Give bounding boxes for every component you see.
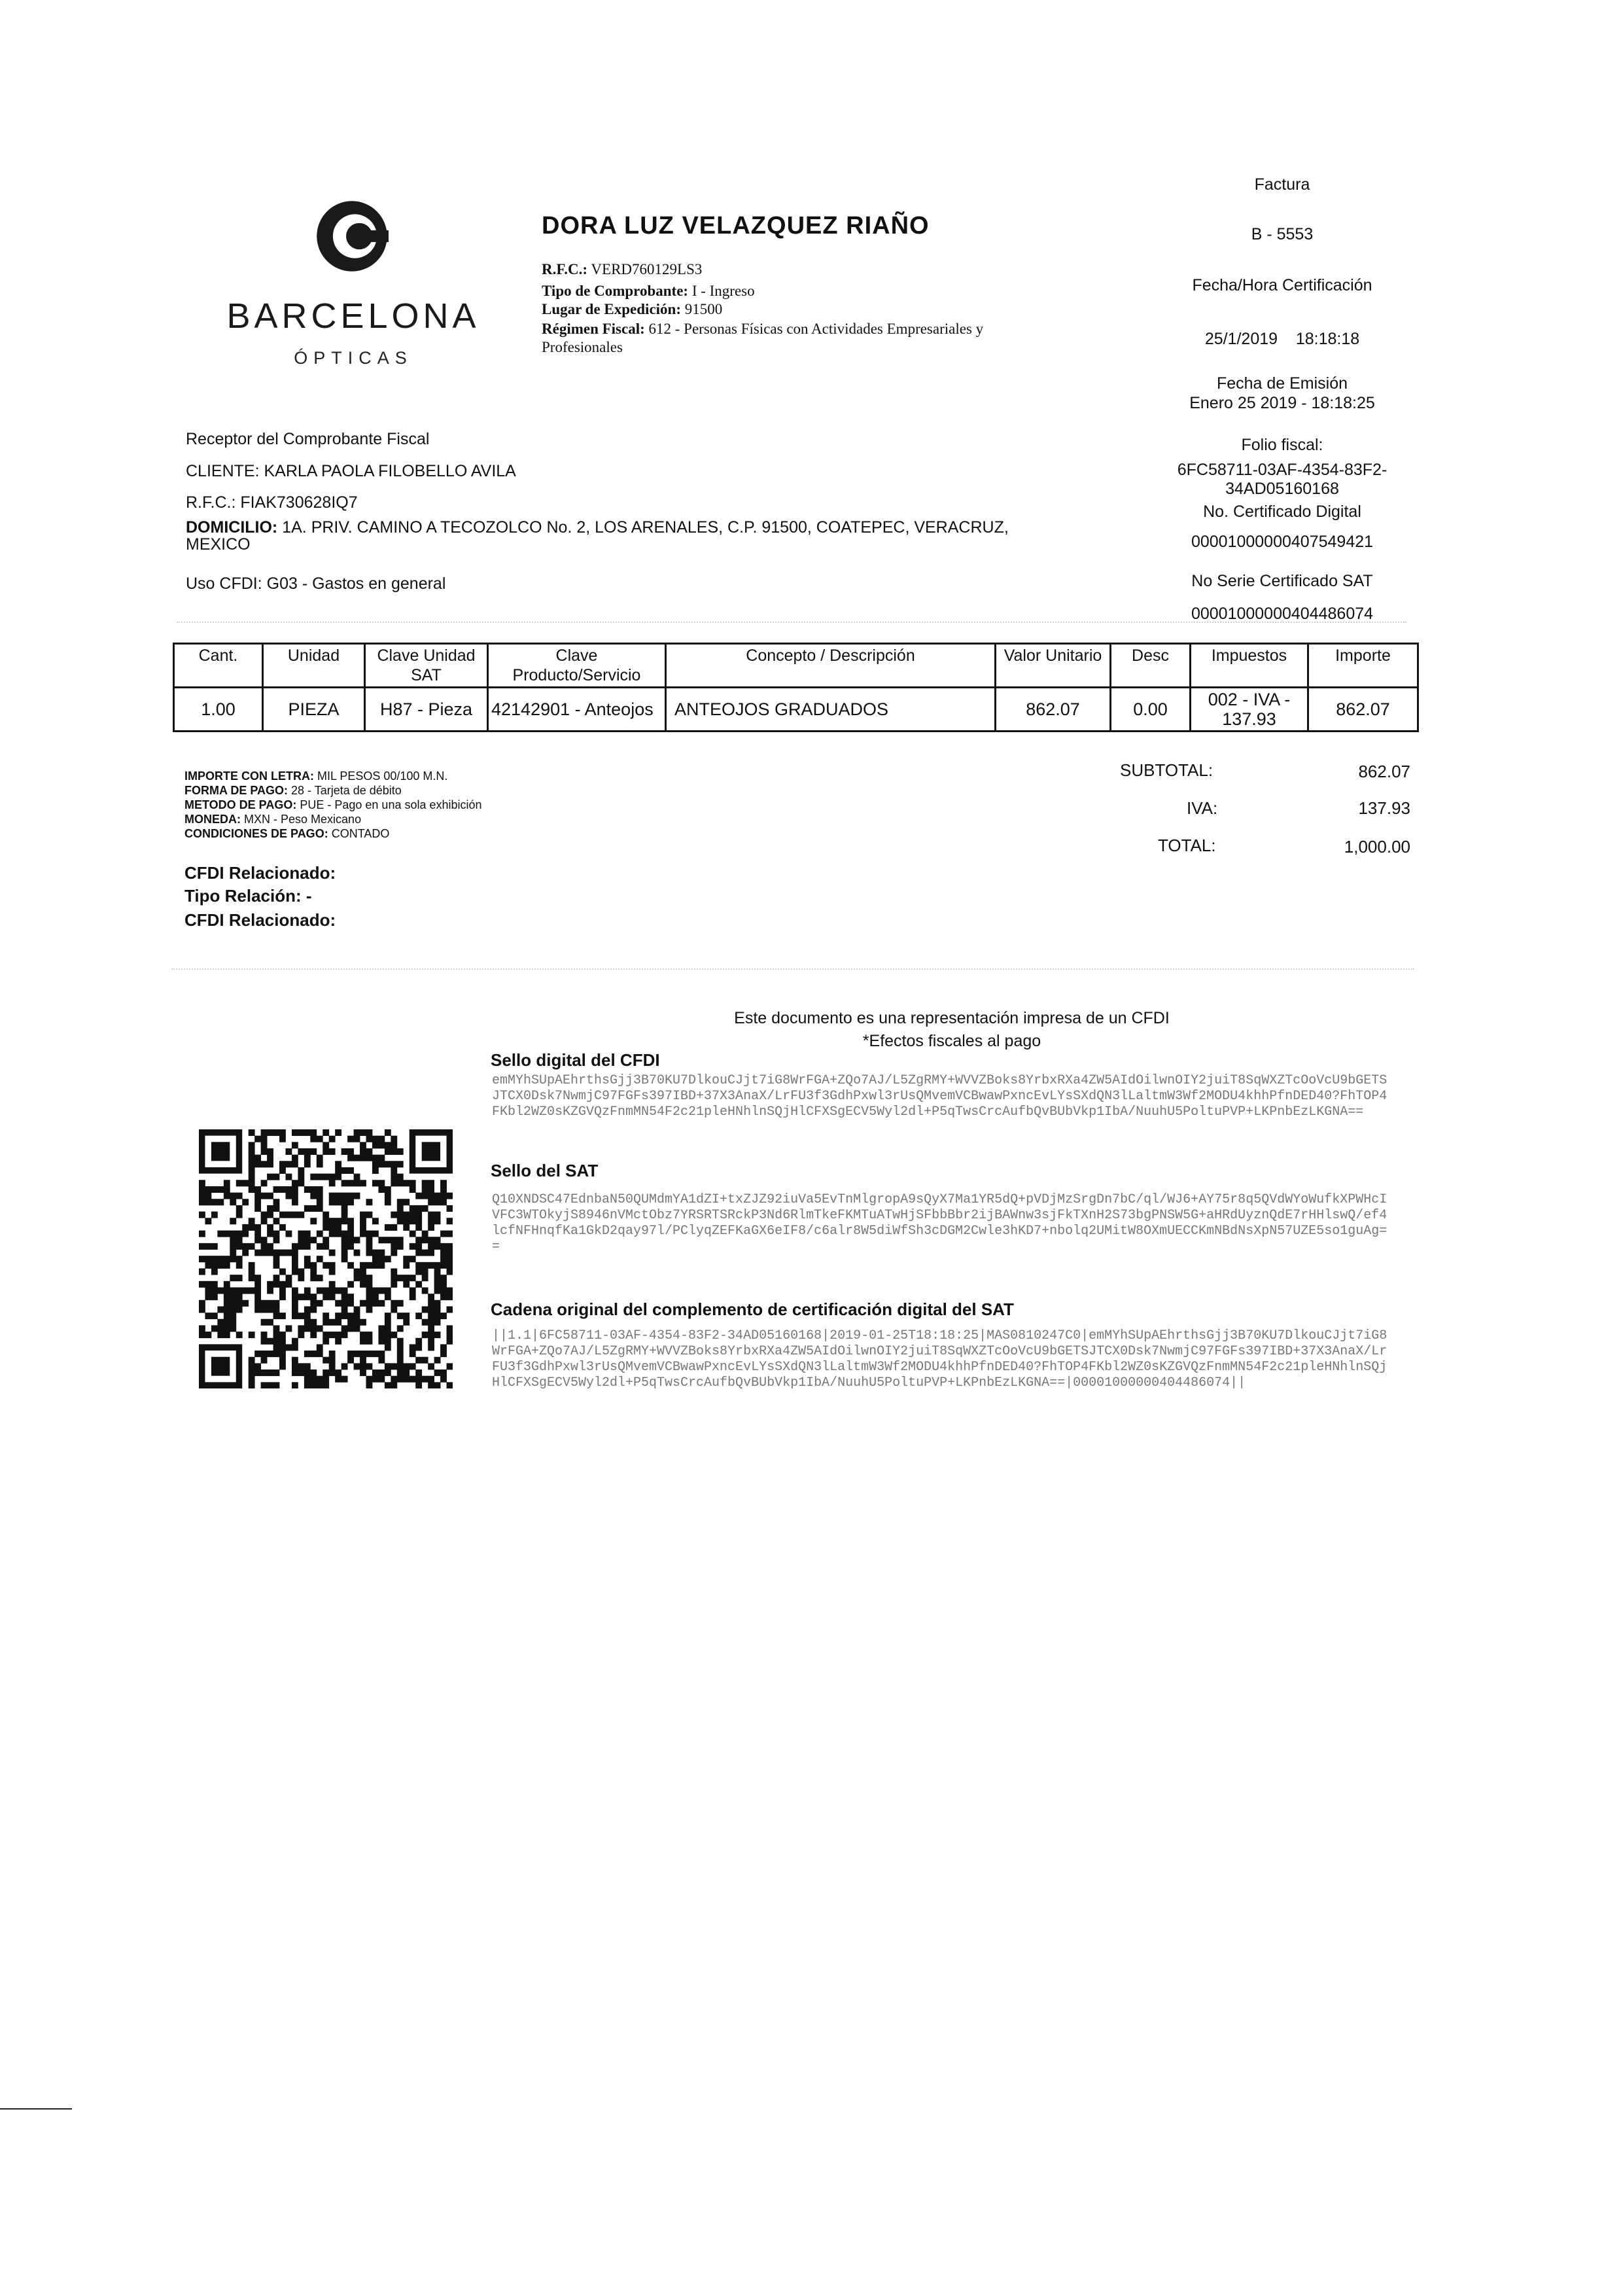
condiciones-pago: CONDICIONES DE PAGO: CONTADO [184,827,390,840]
barcelona-logo-icon [315,200,389,273]
header-clave-producto: Clave Producto/Servicio [488,644,666,688]
qr-code [199,1129,453,1388]
header-valor-unitario: Valor Unitario [996,644,1111,688]
receiver-uso-cfdi: Uso CFDI: G03 - Gastos en general [186,574,446,593]
header-importe: Importe [1308,644,1418,688]
cfdi-notice: Este documento es una representación impresa de un CFDI [734,1009,1170,1027]
cell-concepto: ANTEOJOS GRADUADOS [666,688,996,732]
sello-sat-value: Q10XNDSC47EdnbaN50QUMdmYA1dZI+txZJZ92iuVa5EvTnMlgropA9sQyX7Ma1YR5dQ+pVDjMzSrgDn7bC/ql/WJ6+AY75r8q5QVdWYoWufkXPWHcIVFC3WTOkyjS8946nVMctObz7YRSRTSRckP3Nd6RlmTkeFKMTuATwHjSFbbBbr2ijBAWnw3sjFkTXnH2S73bgPNSW5G+aHRdUyznQdE7rHHlswQ/ef4lcfNFHnqfKa1GkD2qay97l/PClyqZEFKaGX6eIF8/c6alr8W5diWfSh3cDGM2Cwle3hKD7+nbolq2UMitW8OXmUECCKmNBdNsXpN57UZE5so1guAg== [492,1192,1387,1254]
emision-value: Enero 25 2019 - 18:18:25 [1189,394,1375,412]
iva-value: 137.93 [1358,798,1410,818]
header-desc: Desc [1111,644,1191,688]
subtotal-value: 862.07 [1358,762,1410,781]
receiver-title: Receptor del Comprobante Fiscal [186,430,430,448]
divider [171,968,1414,970]
issuer-name: DORA LUZ VELAZQUEZ RIAÑO [542,212,930,239]
cell-valor-unitario: 862.07 [996,688,1111,732]
folio-label: Folio fiscal: [1241,436,1323,454]
cell-cant: 1.00 [174,688,263,732]
issuer-lugar: Lugar de Expedición: 91500 [542,301,723,317]
fiscal-effects-notice: *Efectos fiscales al pago [862,1032,1041,1050]
header-clave-unidad: Clave Unidad SAT [365,644,488,688]
receiver-client: CLIENTE: KARLA PAOLA FILOBELLO AVILA [186,462,516,480]
metodo-pago: METODO DE PAGO: PUE - Pago en una sola exhibición [184,798,482,811]
issuer-regimen: Régimen Fiscal: 612 - Personas Físicas con Actividades Empresariales y [542,321,984,337]
cadena-original-label: Cadena original del complemento de certificación digital del SAT [491,1299,1014,1319]
sello-cfdi-value: emMYhSUpAEhrthsGjj3B70KU7DlkouCJjt7iG8WrFGA+ZQo7AJ/L5ZgRMY+WVVZBoks8YrbxRXa4ZW5AIdOilwnOIY2juiT8SqWXZTcOoVcU9bGETSJTCX0Dsk7NwmjC97FGFs397IBD+37X3AnaX/LrFU3f3GdhPxwl3rUsQMvemVCBwawPxncEvLYsSXdQN3lLaltmW3Wf2MODU4khhPfnDED40?FhTOP4FKbl2WZ0sKZGVQzFnmMN54F2c21pleHNhlnSQjHlCFXSgECV5Wyl2dl+P5qTwsCrcAufbQvBUbVkp1IbA/NuuhU5PoltuPVP+LKPnbEzLKGNA== [492,1073,1387,1120]
cfdi-relacionado: CFDI Relacionado: [184,863,336,883]
factura-number: B - 5553 [1251,225,1314,243]
table-header-row [174,644,1418,688]
logo-subtitle: ÓPTICAS [294,348,413,368]
issuer-regimen-cont: Profesionales [542,339,623,355]
cadena-original-value: ||1.1|6FC58711-03AF-4354-83F2-34AD05160168|2019-01-25T18:18:25|MAS0810247C0|emMYhSUpAEhrthsGjj3B70KU7DlkouCJjt7iG8WrFGA+ZQo7AJ/L5ZgRMY+WVVZBoks8YrbxRXa4ZW5AIdOilwnOIY2juiT8SqWXZTcOoVcU9bGETSJTCX0Dsk7NwmjC97FGFs397IBD+37X3AnaX/LrFU3f3GdhPxwl3rUsQMvemVCBwawPxncEvLYsSXdQN3lLaltmW3Wf2MODU4khhPfnDED40?FhTOP4FKbl2WZ0sKZGVQzFnmMN54F2c21pleHNhlnSQjHlCFXSgECV5Wyl2dl+P5qTwsCrcAufbQvBUbVkp1IbA/NuuhU5PoltuPVP+LKPnbEzLKGNA==|00001000000404486074|| [492,1328,1387,1390]
items-table [173,643,1419,732]
cert-label: Fecha/Hora Certificación [1192,276,1372,294]
sello-cfdi-label: Sello digital del CFDI [491,1050,660,1070]
factura-label: Factura [1254,175,1310,194]
cell-clave-producto: 42142901 - Anteojos [488,688,666,732]
issuer-rfc: R.F.C.: VERD760129LS3 [542,261,703,277]
serie-value: 00001000000404486074 [1191,605,1374,623]
divider [177,622,1406,623]
cert-datetime: 25/1/2019 18:18:18 [1204,330,1360,348]
serie-label: No Serie Certificado SAT [1191,572,1373,590]
moneda: MONEDA: MXN - Peso Mexicano [184,813,362,826]
issuer-tipo: Tipo de Comprobante: I - Ingreso [542,283,755,299]
folio-value: 6FC58711-03AF-4354-83F2- 34AD05160168 [1177,461,1387,498]
cert-digital-label: No. Certificado Digital [1203,503,1361,521]
header-concepto: Concepto / Descripción [666,644,996,688]
sello-sat-label: Sello del SAT [491,1161,599,1180]
total-label: TOTAL: [1158,836,1216,855]
cert-digital-value: 00001000000407549421 [1191,533,1374,551]
total-value: 1,000.00 [1344,837,1410,857]
receiver-rfc: R.F.C.: FIAK730628IQ7 [186,493,358,512]
tipo-relacion: Tipo Relación: - [184,886,312,906]
cfdi-relacionado-2: CFDI Relacionado: [184,910,336,930]
cell-impuestos: 002 - IVA - 137.93 [1191,688,1308,732]
header-cant: Cant. [174,644,263,688]
cell-importe: 862.07 [1308,688,1418,732]
header-unidad: Unidad [263,644,365,688]
importe-letra: IMPORTE CON LETRA: MIL PESOS 00/100 M.N. [184,769,448,783]
cell-clave-unidad: H87 - Pieza [365,688,488,732]
logo-wordmark: BARCELONA [226,296,480,336]
header-impuestos: Impuestos [1191,644,1308,688]
emision-label: Fecha de Emisión [1216,374,1348,393]
forma-pago: FORMA DE PAGO: 28 - Tarjeta de débito [184,784,402,797]
iva-label: IVA: [1187,798,1218,818]
receiver-address-cont: MEXICO [186,535,251,554]
subtotal-label: SUBTOTAL: [1120,760,1213,780]
cell-desc: 0.00 [1111,688,1191,732]
table-row [174,688,1418,732]
cell-unidad: PIEZA [263,688,365,732]
scan-mark [0,2108,72,2110]
receiver-address: DOMICILIO: 1A. PRIV. CAMINO A TECOZOLCO No. 2, LOS ARENALES, C.P. 91500, COATEPEC, VERACRUZ, [186,518,1009,537]
